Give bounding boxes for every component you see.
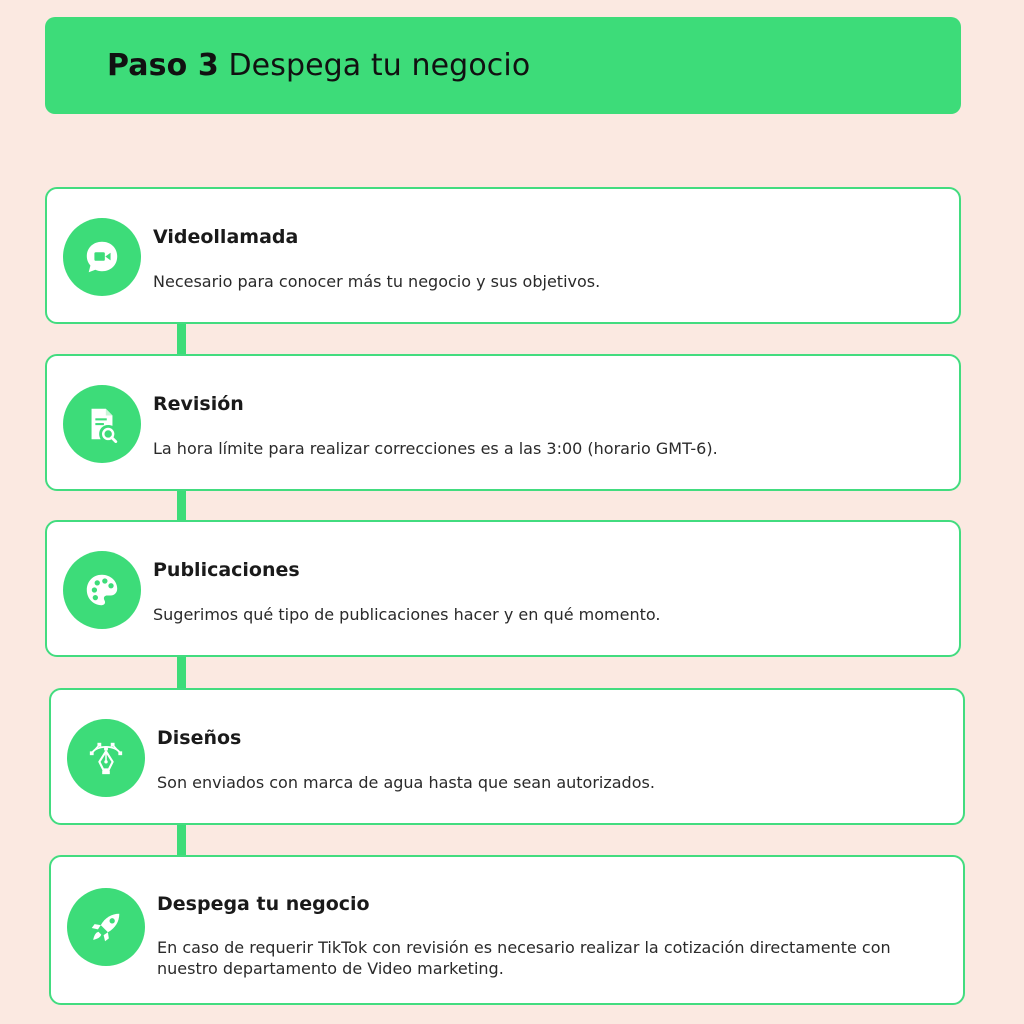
timeline-connector [177,488,186,522]
step-description: Sugerimos qué tipo de publicaciones hacer y en qué momento. [153,605,661,624]
step-card-revision [45,354,961,491]
step-card-publicaciones [45,520,961,657]
page-title [107,48,530,83]
step-description: La hora límite para realizar correcciones es a las 3:00 (horario GMT-6). [153,439,718,458]
timeline-connector [177,322,186,356]
document-search-icon [63,385,141,463]
step-title: Diseños [157,727,242,749]
step-card-despega [49,855,965,1005]
palette-icon [63,551,141,629]
step-title: Videollamada [153,226,299,248]
step-card-disenos [49,688,965,825]
step-description: Son enviados con marca de agua hasta que sean autorizados. [157,773,655,792]
timeline-connector [177,655,186,690]
header-banner [45,17,961,114]
step-title: Publicaciones [153,559,300,581]
step-title: Despega tu negocio [228,48,531,83]
step-title: Revisión [153,393,244,415]
rocket-icon [67,888,145,966]
step-description: Necesario para conocer más tu negocio y sus objetivos. [153,272,601,291]
step-card-videollamada [45,187,961,324]
video-chat-icon [63,218,141,296]
pen-tool-icon [67,719,145,797]
step-description: En caso de requerir TikTok con revisión es necesario realizar la cotización directamente con nuestro departamento de Video marketing. [157,938,891,978]
timeline-connector [177,823,186,857]
step-title: Despega tu negocio [157,893,370,915]
step-number: Paso 3 [107,48,219,83]
